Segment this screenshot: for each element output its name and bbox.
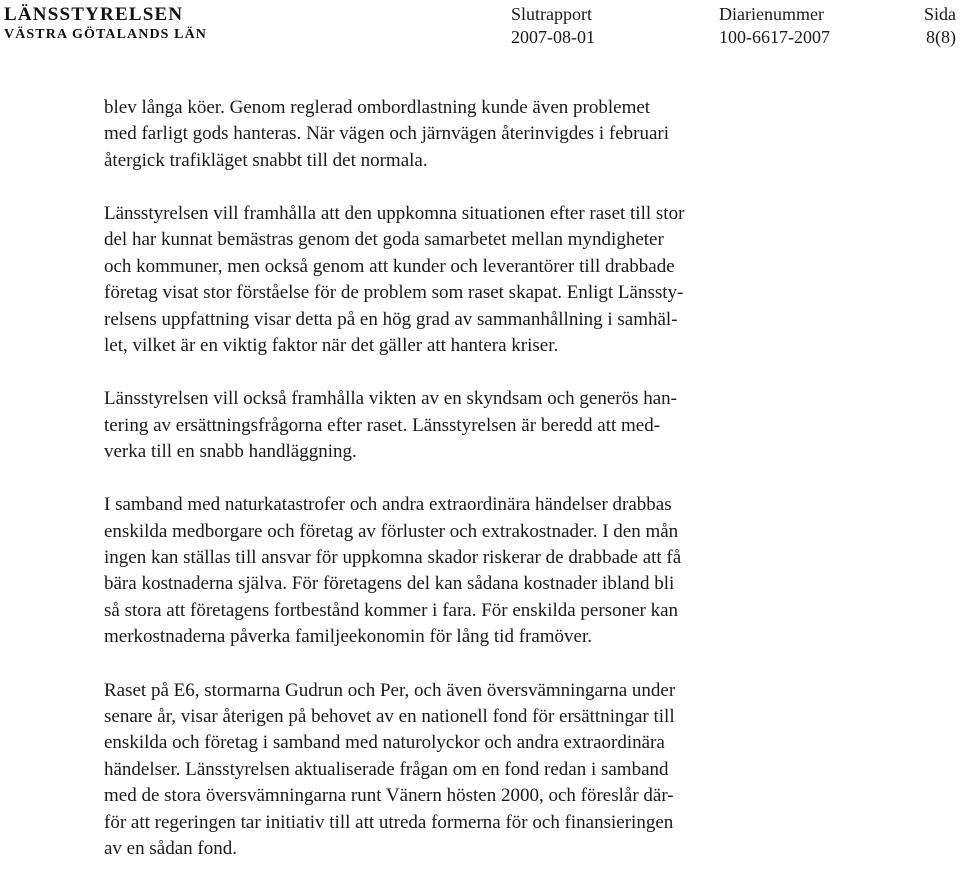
text-line: ingen kan ställas till ansvar för uppkomna skador riskerar de drabbade att få [104,547,682,569]
text-line: med farligt gods hanteras. När vägen och järnvägen återinvigdes i februari [104,123,670,145]
organization-region: VÄSTRA GÖTALANDS LÄN [4,27,207,42]
text-line: let, vilket är en viktig faktor när det gäller att hantera kriser. [104,335,559,357]
paragraph [104,386,824,465]
text-line: I samband med naturkatastrofer och andra extraordinära händelser drabbas [104,494,672,516]
document-type-label: Slutrapport [511,4,592,24]
paragraph [104,678,824,863]
text-line: blev långa köer. Genom reglerad ombordlastning kunde även problemet [104,97,651,118]
text-line: bära kostnaderna själva. För företagens del kan sådana kostnader ibland bli [104,573,675,595]
text-line: del har kunnat bemästras genom det goda samarbetet mellan myndigheter [104,229,664,251]
text-line: av en sådan fond. [104,837,237,859]
text-line: återgick trafikläget snabbt till det normala. [104,149,428,171]
text-line: merkostnaderna påverka familjeekonomin för lång tid framöver. [104,626,593,648]
text-line: enskilda och företag i samband med naturolyckor och andra extraordinära [104,732,665,754]
text-line: Länsstyrelsen vill framhålla att den uppkomna situationen efter raset till stor [104,203,685,225]
text-line: och kommuner, men också genom att kunder och leverantörer till drabbade [104,255,675,277]
page-number: 8(8) [926,27,956,47]
paragraph [104,95,824,174]
header-diarie-column [719,3,830,49]
text-line: händelser. Länsstyrelsen aktualiserade frågan om en fond redan i samband [104,758,669,780]
paragraph [104,201,824,359]
text-line: enskilda medborgare och företag av förluster och extrakostnader. I den mån [104,520,679,542]
header-report-column [511,3,595,49]
text-line: företag visat stor förståelse för de problem som raset skapat. Enligt Länssty- [104,282,684,304]
text-line: tering av ersättningsfrågorna efter raset. Länsstyrelsen är beredd att med- [104,414,661,436]
diarie-label: Diarienummer [719,4,824,24]
document-date: 2007-08-01 [511,27,595,47]
text-line: relsens uppfattning visar detta på en hög grad av sammanhållning i samhäl- [104,308,678,330]
text-line: så stora att företagens fortbestånd kommer i fara. För enskilda personer kan [104,599,679,621]
document-body [104,95,824,889]
organization-logo [4,4,207,44]
paragraph [104,492,824,650]
diarie-number: 100-6617-2007 [719,27,830,47]
page-label: Sida [923,4,956,24]
text-line: verka till en snabb handläggning. [104,441,357,463]
text-line: Länsstyrelsen vill också framhålla vikten av en skyndsam och generös han- [104,388,677,410]
organization-name: LÄNSSTYRELSEN [4,4,184,25]
header-page-column [924,3,956,49]
text-line: senare år, visar återigen på behovet av en nationell fond för ersättningar till [104,705,675,727]
text-line: med de stora översvämningarna runt Vänern hösten 2000, och föreslår där- [104,785,674,807]
text-line: Raset på E6, stormarna Gudrun och Per, och även översvämningarna under [104,679,676,701]
text-line: för att regeringen tar initiativ till att utreda formerna för och finansieringen [104,811,674,833]
